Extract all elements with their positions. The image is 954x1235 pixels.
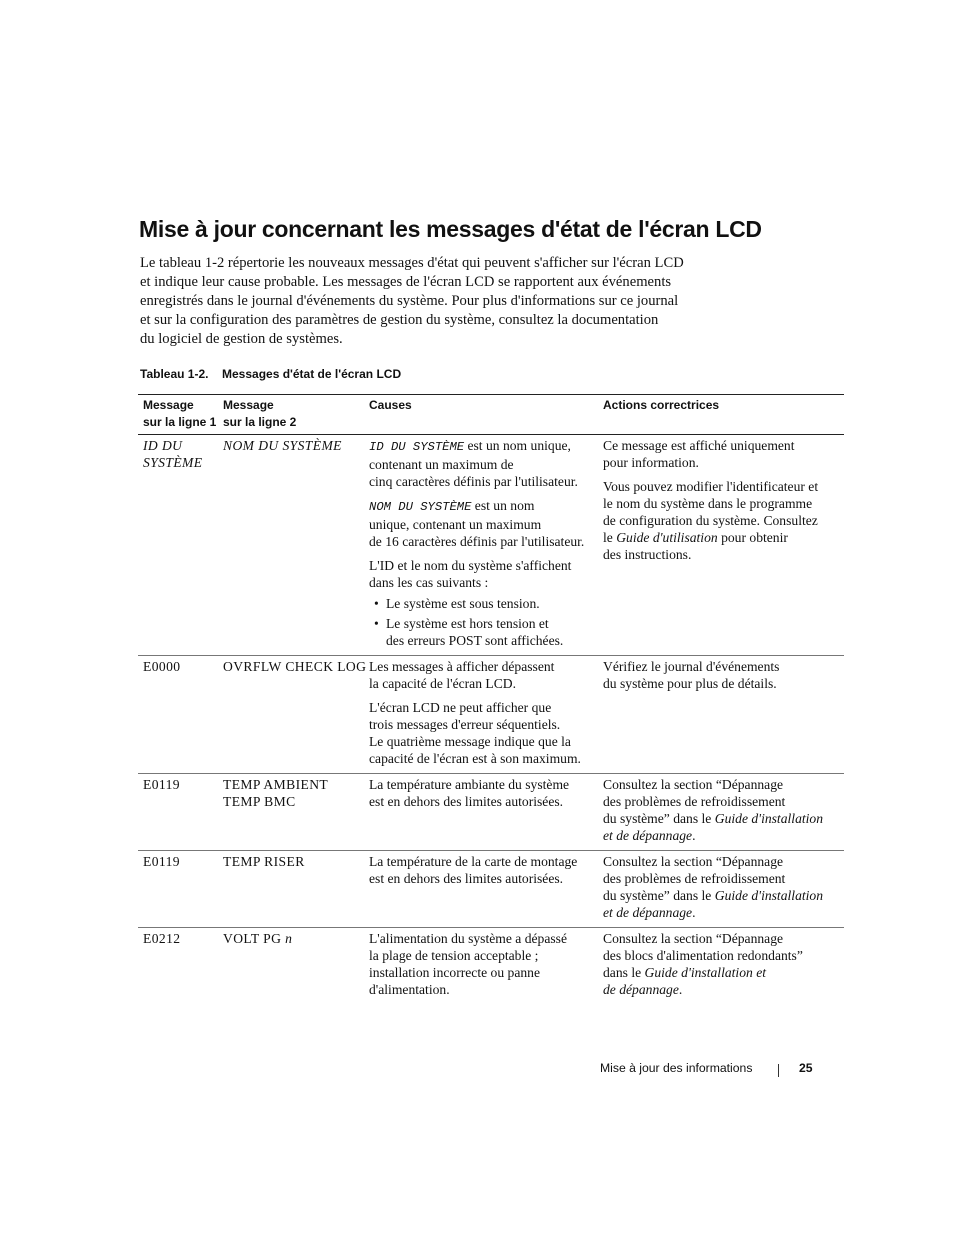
cause-line: Le quatrième message indique que la	[369, 734, 571, 749]
cause-line: de 16 caractères définis par l'utilisateur.	[369, 534, 585, 549]
action-line: le nom du système dans le programme	[603, 496, 813, 511]
action-line	[603, 981, 839, 998]
code-text	[223, 930, 359, 947]
action-line: du système pour plus de détails.	[603, 676, 777, 691]
cause-line: L'ID et le nom du système s'affichent	[369, 558, 572, 573]
action-line: de configuration du système. Consultez	[603, 513, 818, 528]
bullet-item	[369, 595, 593, 612]
action-line: Vérifiez le journal d'événements	[603, 659, 780, 674]
cell-line2	[218, 656, 367, 774]
action-line	[603, 529, 839, 546]
action-line: des blocs d'alimentation redondants”	[603, 948, 803, 963]
header-line2-text: Message	[223, 398, 274, 412]
action-line	[603, 810, 839, 827]
action-line: des problèmes de refroidissement	[603, 794, 786, 809]
cause-line: d'alimentation.	[369, 982, 450, 997]
cell-causes	[364, 656, 598, 774]
action-line: Consultez la section “Dépannage	[603, 931, 784, 946]
code-text: SYSTÈME	[143, 455, 203, 470]
cause-paragraph	[369, 658, 593, 692]
header-line1	[138, 395, 218, 435]
code-text: ID DU	[143, 438, 183, 453]
cause-line: Les messages à afficher dépassent	[369, 659, 555, 674]
action-line: pour information.	[603, 455, 699, 470]
cause-line: capacité de l'écran est à son maximum.	[369, 751, 581, 766]
guide-title: Guide d'utilisation	[616, 530, 718, 545]
cause-line: installation incorrecte ou panne	[369, 965, 540, 980]
action-text: dans le	[603, 965, 645, 980]
guide-title: de dépannage	[603, 982, 679, 997]
header-causes	[364, 395, 598, 435]
code-text-part: VOLT PG	[223, 931, 286, 946]
code-variable: n	[285, 931, 293, 946]
action-text: le	[603, 530, 617, 545]
table-row	[138, 928, 844, 1005]
header-line1-text: sur la ligne 1	[143, 415, 217, 429]
cell-actions	[598, 851, 844, 928]
code-text: E0119	[143, 854, 180, 869]
intro-paragraph	[140, 254, 740, 349]
intro-line: enregistrés dans le journal d'événements du système. Pour plus d'informations sur ce journal	[140, 293, 679, 309]
table-caption-title: Messages d'état de l'écran LCD	[222, 367, 402, 381]
cause-line: unique, contenant un maximum	[369, 517, 542, 532]
cause-line: La température ambiante du système	[369, 777, 570, 792]
action-line: Consultez la section “Dépannage	[603, 777, 784, 792]
cell-causes	[364, 851, 598, 928]
cell-line2	[218, 435, 364, 656]
code-text: OVRFLW CHECK LOG	[223, 659, 367, 674]
cause-line: la plage de tension acceptable ;	[369, 948, 539, 963]
code-text: ID DU SYSTÈME	[369, 440, 465, 454]
cell-line1	[138, 928, 218, 1005]
action-line	[603, 964, 839, 981]
header-line1-text: Message	[143, 398, 194, 412]
header-line2	[218, 395, 364, 435]
cause-line	[369, 437, 593, 456]
cell-actions	[598, 774, 844, 851]
lcd-messages-table	[138, 394, 844, 1004]
code-text: NOM DU SYSTÈME	[223, 438, 342, 453]
cell-line2	[218, 851, 364, 928]
cause-text: est un nom unique,	[464, 438, 571, 453]
cause-paragraph	[369, 497, 593, 550]
footer-section-title: Mise à jour des informations	[600, 1061, 753, 1075]
code-text: NOM DU SYSTÈME	[369, 500, 472, 514]
cause-line: L'écran LCD ne peut afficher que	[369, 700, 552, 715]
table-caption	[140, 367, 640, 381]
table-row	[138, 774, 844, 851]
action-text: .	[678, 982, 683, 997]
cell-actions	[598, 656, 844, 774]
action-text: du système” dans le	[603, 811, 715, 826]
guide-title: Guide d'installation	[714, 811, 824, 826]
intro-line: et sur la configuration des paramètres de gestion du système, consultez la documentation	[140, 312, 659, 328]
cause-line: La température de la carte de montage	[369, 854, 578, 869]
guide-title: et de dépannage	[603, 905, 693, 920]
header-causes-text: Causes	[369, 398, 412, 412]
cell-line1	[138, 435, 218, 656]
action-line: Consultez la section “Dépannage	[603, 854, 784, 869]
code-text: E0000	[143, 659, 181, 674]
bullet-text: Le système est sous tension.	[386, 596, 540, 611]
bullet-item	[369, 615, 593, 649]
cause-line: est en dehors des limites autorisées.	[369, 794, 564, 809]
page-footer	[600, 1061, 830, 1075]
bullet-text: Le système est hors tension et	[386, 616, 549, 631]
cause-line: contenant un maximum de	[369, 457, 514, 472]
guide-title: Guide d'installation et	[644, 965, 766, 980]
table-row	[138, 656, 844, 774]
cause-line: trois messages d'erreur séquentiels.	[369, 717, 561, 732]
table-row	[138, 851, 844, 928]
cell-causes	[364, 774, 598, 851]
header-actions-text: Actions correctrices	[603, 398, 720, 412]
cause-paragraph	[369, 437, 593, 490]
table-caption-number: Tableau 1-2.	[140, 367, 209, 381]
bullet-icon: •	[374, 596, 379, 611]
cell-causes	[364, 928, 598, 1005]
code-text: TEMP AMBIENT	[223, 777, 329, 792]
table-header-row	[138, 395, 844, 435]
action-text: .	[692, 828, 696, 843]
cause-line	[369, 497, 593, 516]
bullet-icon: •	[374, 616, 379, 631]
table-row	[138, 435, 844, 656]
cell-line2	[218, 928, 364, 1005]
cause-paragraph	[369, 557, 593, 591]
intro-line: du logiciel de gestion de systèmes.	[140, 331, 343, 347]
cause-text: est un nom	[471, 498, 535, 513]
action-line	[603, 904, 839, 921]
code-text: TEMP BMC	[223, 794, 296, 809]
guide-title: Guide d'installation	[714, 888, 824, 903]
cause-line: cinq caractères définis par l'utilisateur.	[369, 474, 578, 489]
action-line: des instructions.	[603, 547, 692, 562]
cell-causes	[364, 435, 598, 656]
bullet-text: des erreurs POST sont affichées.	[386, 633, 564, 648]
cell-line1	[138, 851, 218, 928]
cell-line1	[138, 774, 218, 851]
cell-line2	[218, 774, 364, 851]
action-text: .	[692, 905, 696, 920]
cause-line: est en dehors des limites autorisées.	[369, 871, 564, 886]
page-title: Mise à jour concernant les messages d'état de l'écran LCD	[139, 216, 762, 242]
intro-line: et indique leur cause probable. Les messages de l'écran LCD se rapportent aux événements	[140, 274, 672, 290]
cause-paragraph	[369, 699, 593, 767]
guide-title: et de dépannage	[603, 828, 693, 843]
cause-line: dans les cas suivants :	[369, 575, 489, 590]
code-text: TEMP RISER	[223, 854, 305, 869]
code-text: E0212	[143, 931, 181, 946]
action-paragraph	[603, 437, 839, 471]
cause-line: L'alimentation du système a dépassé	[369, 931, 567, 946]
header-actions	[598, 395, 844, 435]
action-line	[603, 887, 839, 904]
action-line: Ce message est affiché uniquement	[603, 438, 795, 453]
cause-line: la capacité de l'écran LCD.	[369, 676, 516, 691]
intro-line: Le tableau 1-2 répertorie les nouveaux messages d'état qui peuvent s'afficher sur l'écran LCD	[140, 255, 684, 271]
action-line: Vous pouvez modifier l'identificateur et	[603, 479, 819, 494]
footer-divider	[778, 1064, 779, 1077]
page-number: 25	[799, 1061, 813, 1075]
action-paragraph	[603, 478, 839, 563]
action-text: du système” dans le	[603, 888, 715, 903]
action-line	[603, 827, 839, 844]
header-line2-text: sur la ligne 2	[223, 415, 297, 429]
cell-actions	[598, 435, 844, 656]
cell-actions	[598, 928, 844, 1005]
action-text: pour obtenir	[717, 530, 788, 545]
action-line: des problèmes de refroidissement	[603, 871, 786, 886]
code-text: E0119	[143, 777, 180, 792]
cell-line1	[138, 656, 218, 774]
